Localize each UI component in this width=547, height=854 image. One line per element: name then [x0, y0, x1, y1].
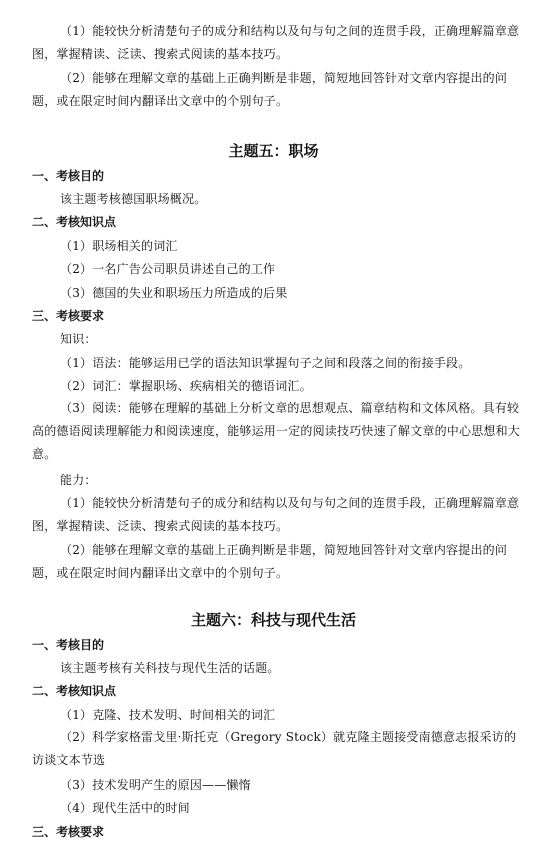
topic5-ability-label: 能力：	[60, 473, 97, 487]
topic6-knowledge-4: （4）现代生活中的时间	[60, 801, 190, 815]
topic5-ability-2: （2）能够在理解文章的基础上正确判断是非题，简短地回答针对文章内容提出的问题，或在限定时间内翻译出文章中的个别句子。	[32, 543, 508, 580]
topic5-req-vocab: （2）词汇：掌握职场、疾病相关的德语词汇。	[60, 379, 312, 393]
paragraph-analysis-skill: （1）能较快分析清楚句子的成分和结构以及句与句之间的连贯手段，正确理解篇章意图，掌握精读、泛读、搜索式阅读的基本技巧。	[32, 24, 520, 61]
topic6-title: 主题六：科技与现代生活	[190, 611, 356, 629]
topic5-req-grammar: （1）语法：能够运用已学的语法知识掌握句子之间和段落之间的衔接手段。	[60, 356, 471, 370]
topic5-knowledge-1: （1）职场相关的词汇	[60, 239, 178, 253]
topic5-title: 主题五：职场	[228, 142, 319, 160]
topic5-knowledge-2: （2）一名广告公司职员讲述自己的工作	[60, 262, 276, 276]
topic6-section-requirements: 三、考核要求	[32, 825, 105, 839]
topic6-purpose-text: 该主题考核有关科技与现代生活的话题。	[60, 661, 280, 675]
topic5-knowledge-3: （3）德国的失业和职场压力所造成的后果	[60, 286, 288, 300]
topic5-purpose-text: 该主题考核德国职场概况。	[60, 192, 207, 206]
topic5-section-knowledge: 二、考核知识点	[32, 215, 117, 229]
paragraph-judgment-skill: （2）能够在理解文章的基础上正确判断是非题，简短地回答针对文章内容提出的问题，或在限定时间内翻译出文章中的个别句子。	[32, 71, 508, 108]
topic6-knowledge-1: （1）克隆、技术发明、时间相关的词汇	[60, 708, 276, 722]
topic6-knowledge-3: （3）技术发明产生的原因——懒惰	[60, 778, 251, 792]
topic6-knowledge-2: （2）科学家格雷戈里·斯托克（Gregory Stock）就克隆主题接受南德意志报采访的访谈文本节选	[32, 730, 517, 767]
topic6-section-knowledge: 二、考核知识点	[32, 684, 117, 698]
topic5-req-reading: （3）阅读：能够在理解的基础上分析文章的思想观点、篇章结构和文体风格。具有较高的德语阅读理解能力和阅读速度，能够运用一定的阅读技巧快速了解文章的中心思想和大意。	[32, 401, 521, 461]
topic5-section-purpose: 一、考核目的	[32, 169, 105, 183]
topic5-section-requirements: 三、考核要求	[32, 309, 105, 323]
topic5-knowledge-label: 知识：	[60, 332, 97, 346]
topic6-section-purpose: 一、考核目的	[32, 638, 105, 652]
topic5-ability-1: （1）能较快分析清楚句子的成分和结构以及句与句之间的连贯手段，正确理解篇章意图，掌握精读、泛读、搜索式阅读的基本技巧。	[32, 496, 520, 533]
